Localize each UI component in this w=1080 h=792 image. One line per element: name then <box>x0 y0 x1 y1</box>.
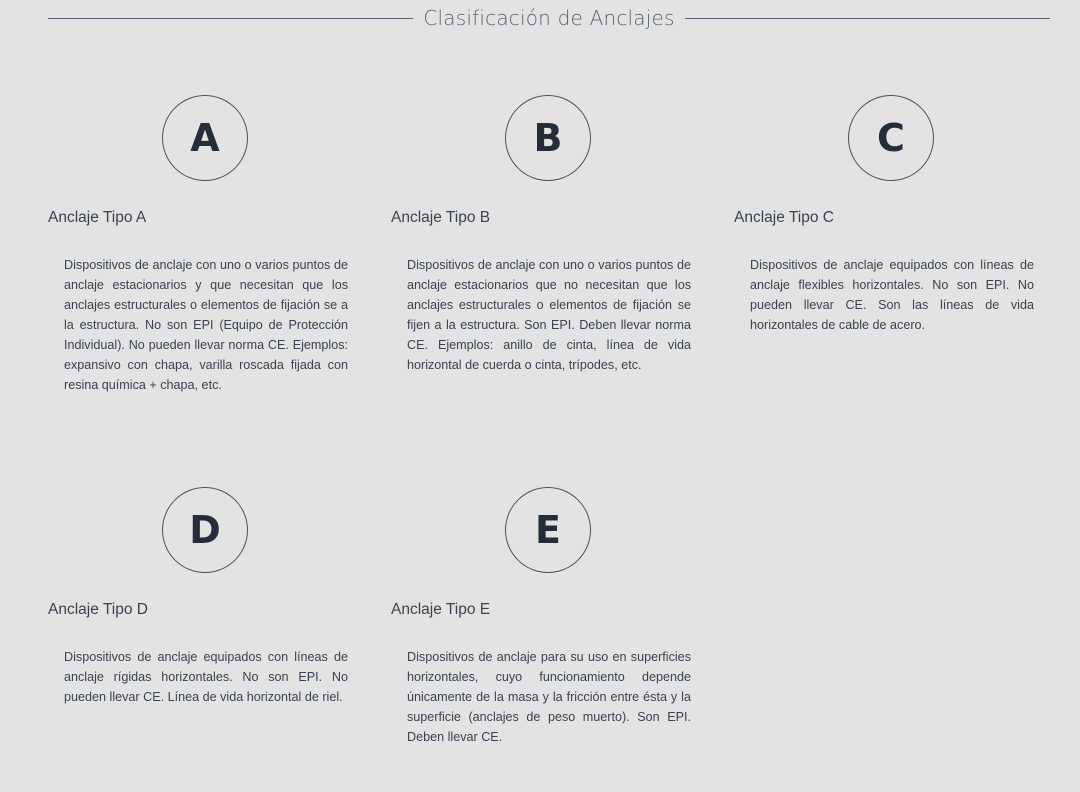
letter-circle-b <box>505 95 591 181</box>
letter-e: E <box>535 508 561 552</box>
header-divider-left <box>48 18 413 19</box>
card-title-e: Anclaje Tipo E <box>391 601 491 618</box>
letter-circle-d <box>162 487 248 573</box>
card-title-a: Anclaje Tipo A <box>48 209 147 226</box>
card-text-d: Dispositivos de anclaje equipados con líneas de anclaje rígidas horizontales. No son EPI. No pueden llevar CE. Línea de vida horizontal de riel. <box>64 650 348 704</box>
page-title: Clasificación de Anclajes <box>423 6 675 30</box>
section-header <box>48 4 1050 32</box>
letter-a: A <box>190 116 220 160</box>
letter-b: B <box>533 116 563 160</box>
letter-circle-a <box>162 95 248 181</box>
card-text-c: Dispositivos de anclaje equipados con líneas de anclaje flexibles horizontales. No son EPI. No pueden llevar CE. Son las líneas de vida horizontales de cable de acero. <box>750 258 1034 332</box>
letter-c: C <box>877 116 905 160</box>
letter-d: D <box>189 508 221 552</box>
card-title-d: Anclaje Tipo D <box>48 601 148 618</box>
card-title-b: Anclaje Tipo B <box>391 209 491 226</box>
letter-circle-c <box>848 95 934 181</box>
card-title-c: Anclaje Tipo C <box>734 209 834 226</box>
header-divider-right <box>685 18 1050 19</box>
letter-circle-e <box>505 487 591 573</box>
card-text-e: Dispositivos de anclaje para su uso en superficies horizontales, cuyo funcionamiento depende únicamente de la masa y la fricción entre ésta y la superficie (anclajes de peso muerto). Son EPI. Deben llevar CE. <box>407 650 691 744</box>
card-text-b: Dispositivos de anclaje con uno o varios puntos de anclaje estacionarios que no necesitan que los anclajes estructurales o elementos de fijación se fijen a la estructura. Son EPI. Deben llevar norma CE. Ejemplos: anillo de cinta, línea de vida horizontal de cuerda o cinta, trípodes, etc. <box>407 258 691 372</box>
card-text-a: Dispositivos de anclaje con uno o varios puntos de anclaje estacionarios y que necesitan que los anclajes estructurales o elementos de fijación se a la estructura. No son EPI (Equipo de Protección Individual). No pueden llevar norma CE. Ejemplos: expansivo con chapa, varilla roscada fijada con resina química + chapa, etc. <box>64 258 348 392</box>
